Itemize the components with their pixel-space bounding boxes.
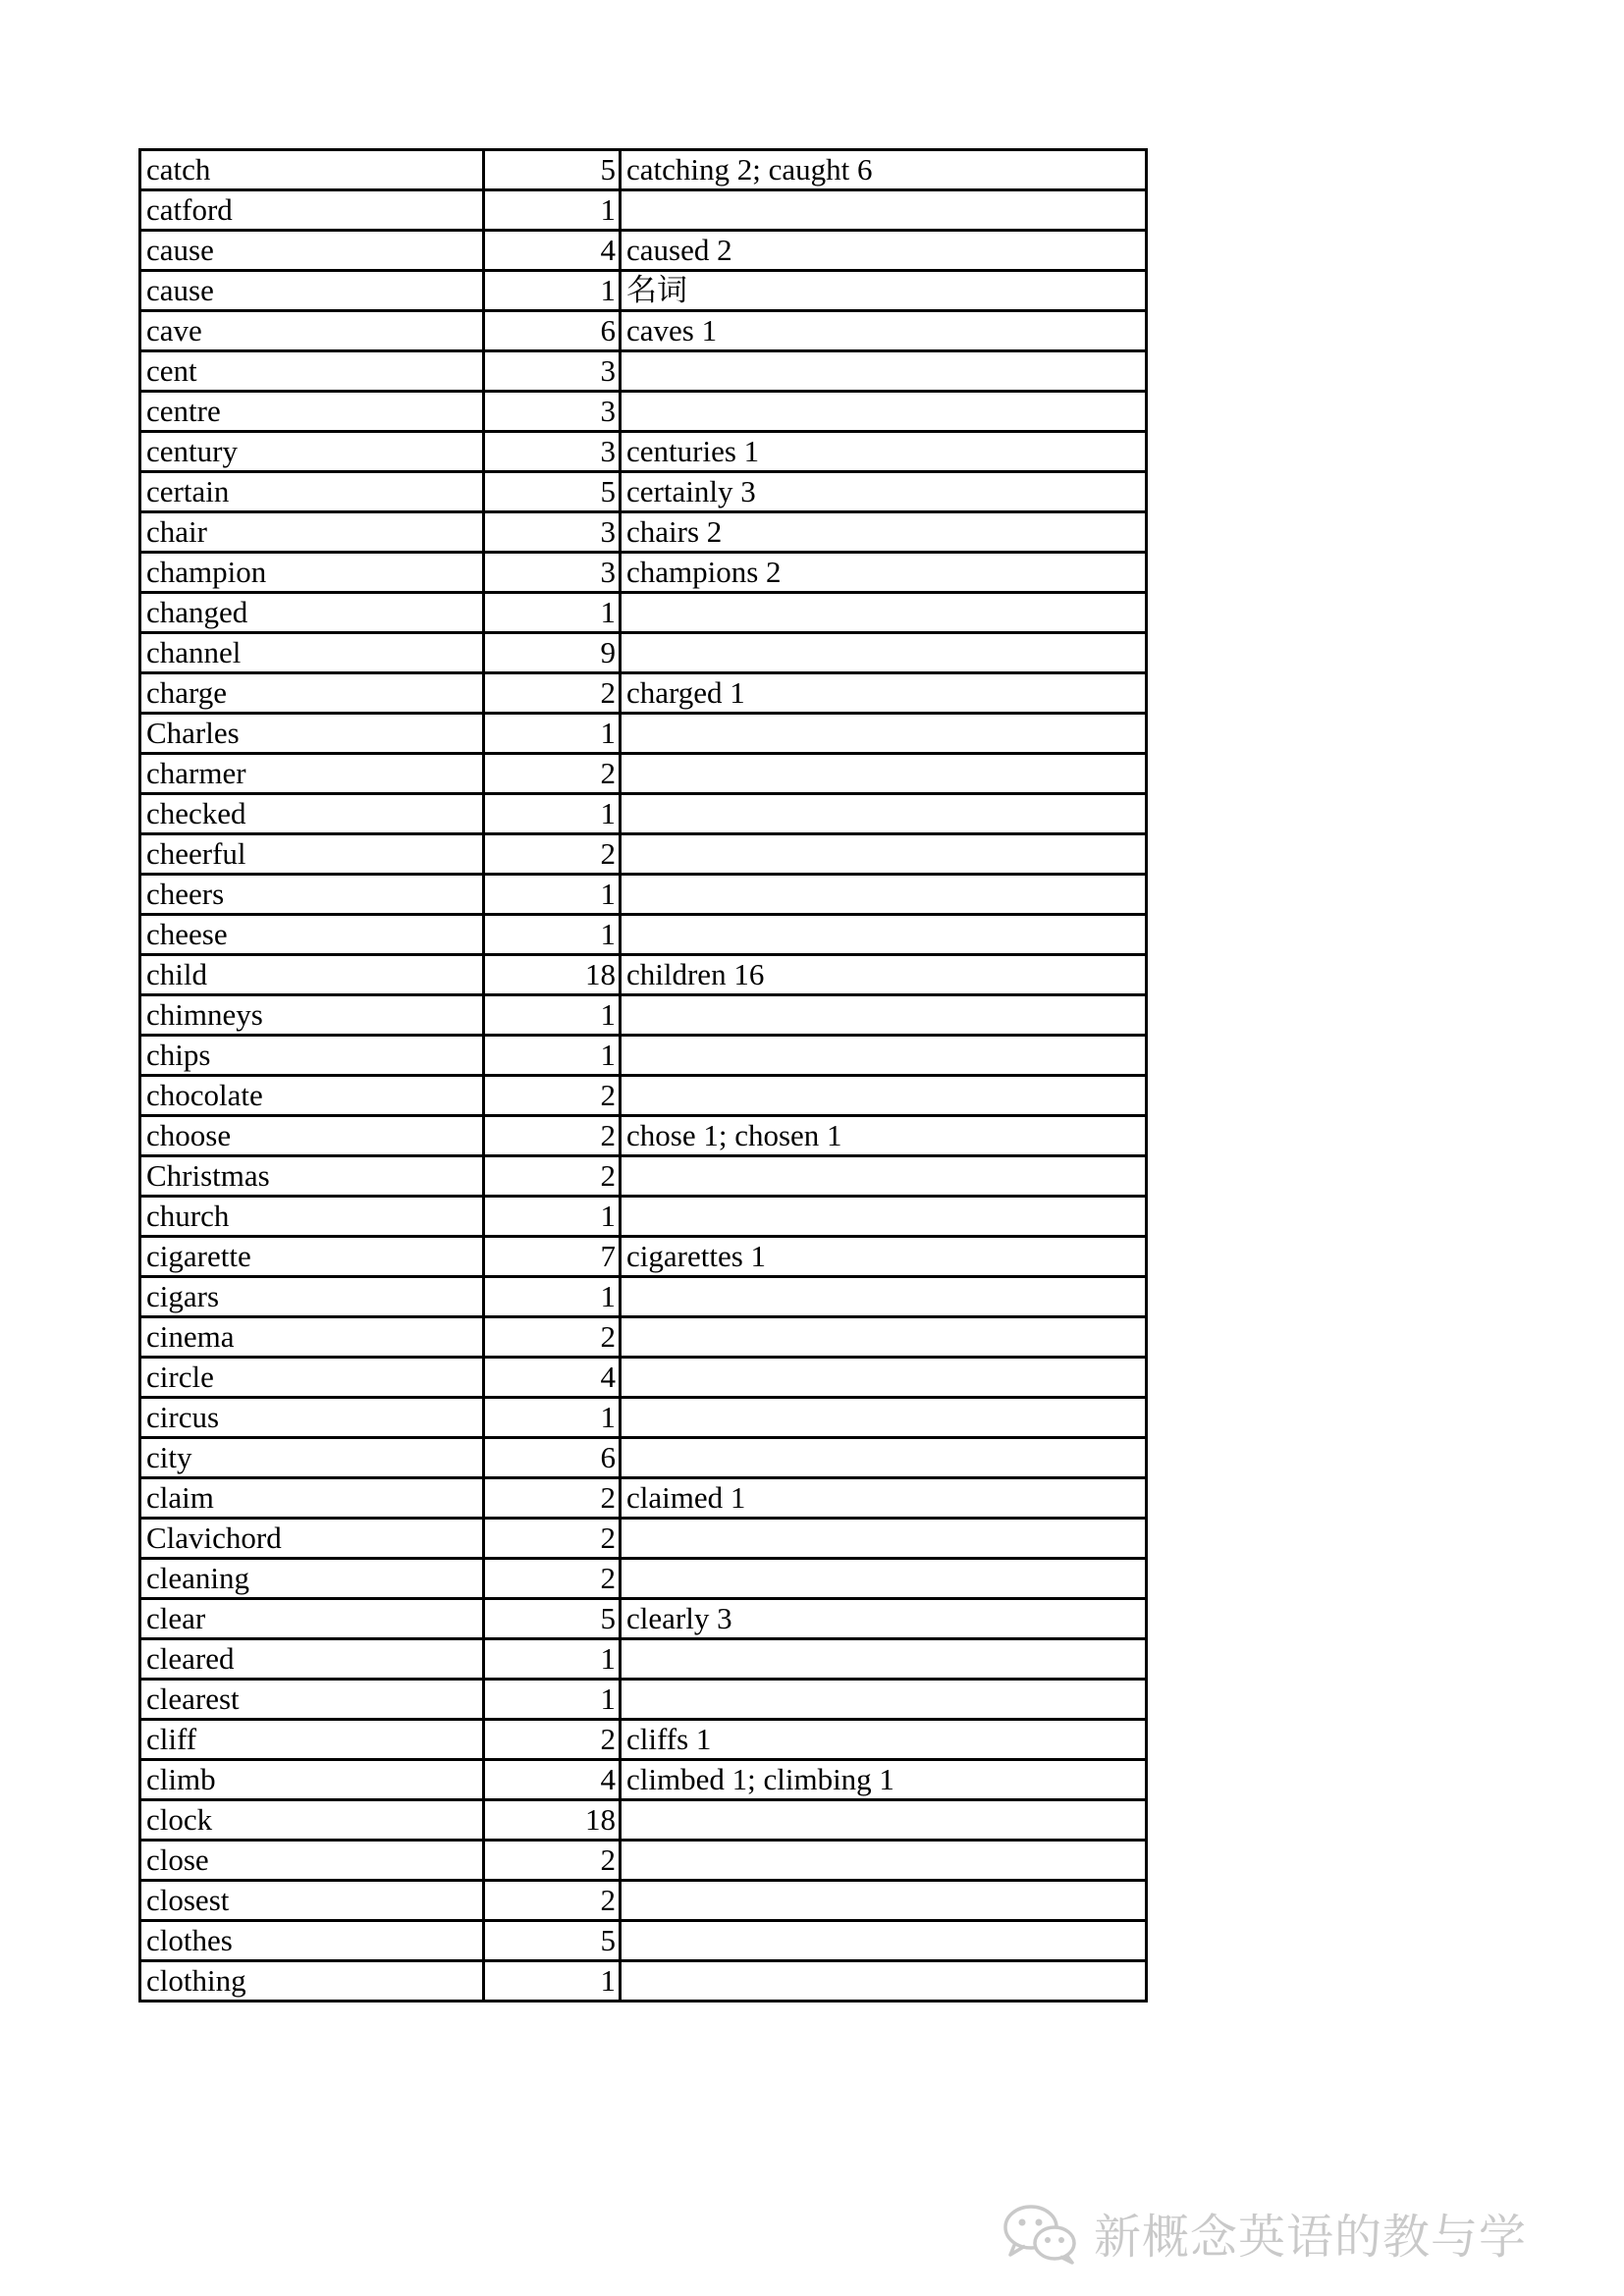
table-row [140, 190, 1147, 231]
count-cell: 1 [484, 1961, 621, 2002]
table-row [140, 1921, 1147, 1961]
table-row [140, 633, 1147, 673]
count-cell: 2 [484, 1076, 621, 1116]
count-cell: 1 [484, 915, 621, 955]
forms-cell [621, 1881, 1147, 1921]
table-row [140, 1076, 1147, 1116]
forms-cell [621, 1156, 1147, 1197]
forms-cell [621, 1076, 1147, 1116]
word-cell: chimneys [140, 995, 484, 1036]
forms-cell: caused 2 [621, 231, 1147, 271]
count-cell: 1 [484, 190, 621, 231]
word-cell: cleaning [140, 1559, 484, 1599]
word-cell: certain [140, 472, 484, 512]
word-cell: city [140, 1438, 484, 1478]
count-cell: 1 [484, 593, 621, 633]
word-cell: cigarette [140, 1237, 484, 1277]
count-cell: 1 [484, 995, 621, 1036]
forms-cell [621, 1921, 1147, 1961]
count-cell: 3 [484, 392, 621, 432]
word-cell: charge [140, 673, 484, 714]
word-cell: clear [140, 1599, 484, 1639]
forms-cell: charged 1 [621, 673, 1147, 714]
table-row [140, 1559, 1147, 1599]
word-cell: choose [140, 1116, 484, 1156]
table-row [140, 955, 1147, 995]
count-cell: 3 [484, 351, 621, 392]
count-cell: 1 [484, 875, 621, 915]
watermark-text: 新概念英语的教与学 [1094, 2210, 1528, 2265]
count-cell: 2 [484, 1116, 621, 1156]
table-row [140, 754, 1147, 794]
table-row [140, 1800, 1147, 1841]
count-cell: 5 [484, 472, 621, 512]
forms-cell [621, 875, 1147, 915]
forms-cell [621, 1358, 1147, 1398]
forms-cell [621, 1036, 1147, 1076]
count-cell: 4 [484, 231, 621, 271]
word-cell: cleared [140, 1639, 484, 1680]
table-row [140, 1519, 1147, 1559]
count-cell: 3 [484, 432, 621, 472]
table-row [140, 593, 1147, 633]
forms-cell: cigarettes 1 [621, 1237, 1147, 1277]
table-row [140, 1961, 1147, 2002]
table-row [140, 915, 1147, 955]
forms-cell [621, 392, 1147, 432]
word-cell: close [140, 1841, 484, 1881]
watermark [1001, 2199, 1527, 2267]
forms-cell: clearly 3 [621, 1599, 1147, 1639]
forms-cell [621, 1438, 1147, 1478]
word-cell: chocolate [140, 1076, 484, 1116]
table-row [140, 1116, 1147, 1156]
table-row [140, 231, 1147, 271]
word-cell: Charles [140, 714, 484, 754]
table-row [140, 1438, 1147, 1478]
table-row [140, 472, 1147, 512]
table-row [140, 1478, 1147, 1519]
wechat-icon [1001, 2202, 1080, 2265]
count-cell: 1 [484, 1398, 621, 1438]
count-cell: 18 [484, 1800, 621, 1841]
forms-cell [621, 593, 1147, 633]
word-cell: channel [140, 633, 484, 673]
count-cell: 2 [484, 1841, 621, 1881]
forms-cell [621, 754, 1147, 794]
word-cell: cave [140, 311, 484, 351]
forms-cell [621, 1197, 1147, 1237]
forms-cell [621, 633, 1147, 673]
table-row [140, 1317, 1147, 1358]
forms-cell [621, 834, 1147, 875]
count-cell: 1 [484, 1197, 621, 1237]
forms-cell [621, 794, 1147, 834]
count-cell: 3 [484, 512, 621, 553]
forms-cell [621, 1800, 1147, 1841]
forms-cell: children 16 [621, 955, 1147, 995]
forms-cell: centuries 1 [621, 432, 1147, 472]
word-cell: claim [140, 1478, 484, 1519]
count-cell: 1 [484, 1036, 621, 1076]
word-cell: Clavichord [140, 1519, 484, 1559]
word-cell: changed [140, 593, 484, 633]
table-row [140, 1398, 1147, 1438]
table-row [140, 1358, 1147, 1398]
word-cell: closest [140, 1881, 484, 1921]
forms-cell [621, 190, 1147, 231]
word-cell: catford [140, 190, 484, 231]
word-cell: century [140, 432, 484, 472]
word-cell: church [140, 1197, 484, 1237]
forms-cell: climbed 1; climbing 1 [621, 1760, 1147, 1800]
table-row [140, 311, 1147, 351]
word-cell: chips [140, 1036, 484, 1076]
table-row [140, 392, 1147, 432]
count-cell: 1 [484, 1277, 621, 1317]
table-row [140, 1720, 1147, 1760]
word-cell: cause [140, 231, 484, 271]
word-cell: centre [140, 392, 484, 432]
count-cell: 2 [484, 1519, 621, 1559]
count-cell: 2 [484, 1720, 621, 1760]
count-cell: 7 [484, 1237, 621, 1277]
forms-cell: cliffs 1 [621, 1720, 1147, 1760]
table-row [140, 794, 1147, 834]
forms-cell [621, 1680, 1147, 1720]
count-cell: 1 [484, 1639, 621, 1680]
table-row [140, 1639, 1147, 1680]
table-row [140, 1277, 1147, 1317]
forms-cell [621, 714, 1147, 754]
table-row [140, 512, 1147, 553]
count-cell: 6 [484, 1438, 621, 1478]
forms-cell [621, 915, 1147, 955]
count-cell: 9 [484, 633, 621, 673]
forms-cell [621, 1398, 1147, 1438]
word-cell: cigars [140, 1277, 484, 1317]
forms-cell: catching 2; caught 6 [621, 150, 1147, 190]
word-cell: Christmas [140, 1156, 484, 1197]
table-row [140, 150, 1147, 190]
count-cell: 5 [484, 1921, 621, 1961]
table-row [140, 714, 1147, 754]
forms-cell: claimed 1 [621, 1478, 1147, 1519]
table-row [140, 1156, 1147, 1197]
table-row [140, 995, 1147, 1036]
table-row [140, 673, 1147, 714]
word-cell: cinema [140, 1317, 484, 1358]
word-table-body [140, 150, 1147, 2002]
table-row [140, 271, 1147, 311]
count-cell: 6 [484, 311, 621, 351]
count-cell: 1 [484, 1680, 621, 1720]
count-cell: 2 [484, 1478, 621, 1519]
count-cell: 1 [484, 794, 621, 834]
word-cell: chair [140, 512, 484, 553]
table-row [140, 351, 1147, 392]
forms-cell: champions 2 [621, 553, 1147, 593]
word-cell: cheese [140, 915, 484, 955]
forms-cell: chairs 2 [621, 512, 1147, 553]
word-cell: cheerful [140, 834, 484, 875]
table-row [140, 1760, 1147, 1800]
table-row [140, 1841, 1147, 1881]
word-cell: clearest [140, 1680, 484, 1720]
count-cell: 2 [484, 673, 621, 714]
count-cell: 2 [484, 834, 621, 875]
table-row [140, 1881, 1147, 1921]
table-row [140, 875, 1147, 915]
word-cell: clothes [140, 1921, 484, 1961]
table-row [140, 553, 1147, 593]
forms-cell [621, 1841, 1147, 1881]
word-cell: cause [140, 271, 484, 311]
word-cell: champion [140, 553, 484, 593]
word-cell: child [140, 955, 484, 995]
table-row [140, 1237, 1147, 1277]
word-cell: climb [140, 1760, 484, 1800]
forms-cell: chose 1; chosen 1 [621, 1116, 1147, 1156]
forms-cell [621, 1559, 1147, 1599]
word-cell: cent [140, 351, 484, 392]
forms-cell [621, 1277, 1147, 1317]
forms-cell: caves 1 [621, 311, 1147, 351]
forms-cell [621, 1961, 1147, 2002]
count-cell: 2 [484, 754, 621, 794]
word-cell: clock [140, 1800, 484, 1841]
word-cell: circle [140, 1358, 484, 1398]
table-row [140, 1599, 1147, 1639]
count-cell: 2 [484, 1559, 621, 1599]
table-row [140, 834, 1147, 875]
forms-cell [621, 351, 1147, 392]
forms-cell: certainly 3 [621, 472, 1147, 512]
table-row [140, 1680, 1147, 1720]
forms-cell [621, 1317, 1147, 1358]
table-row [140, 432, 1147, 472]
count-cell: 2 [484, 1317, 621, 1358]
count-cell: 18 [484, 955, 621, 995]
count-cell: 4 [484, 1760, 621, 1800]
count-cell: 2 [484, 1156, 621, 1197]
forms-cell [621, 1519, 1147, 1559]
forms-cell [621, 1639, 1147, 1680]
word-cell: catch [140, 150, 484, 190]
count-cell: 4 [484, 1358, 621, 1398]
word-cell: cliff [140, 1720, 484, 1760]
count-cell: 1 [484, 271, 621, 311]
word-cell: checked [140, 794, 484, 834]
word-frequency-table [138, 148, 1148, 2002]
count-cell: 1 [484, 714, 621, 754]
count-cell: 2 [484, 1881, 621, 1921]
word-cell: charmer [140, 754, 484, 794]
count-cell: 5 [484, 1599, 621, 1639]
word-cell: cheers [140, 875, 484, 915]
forms-cell [621, 995, 1147, 1036]
count-cell: 5 [484, 150, 621, 190]
table-row [140, 1036, 1147, 1076]
word-cell: circus [140, 1398, 484, 1438]
count-cell: 3 [484, 553, 621, 593]
word-cell: clothing [140, 1961, 484, 2002]
forms-cell: 名词 [621, 271, 1147, 311]
table-row [140, 1197, 1147, 1237]
